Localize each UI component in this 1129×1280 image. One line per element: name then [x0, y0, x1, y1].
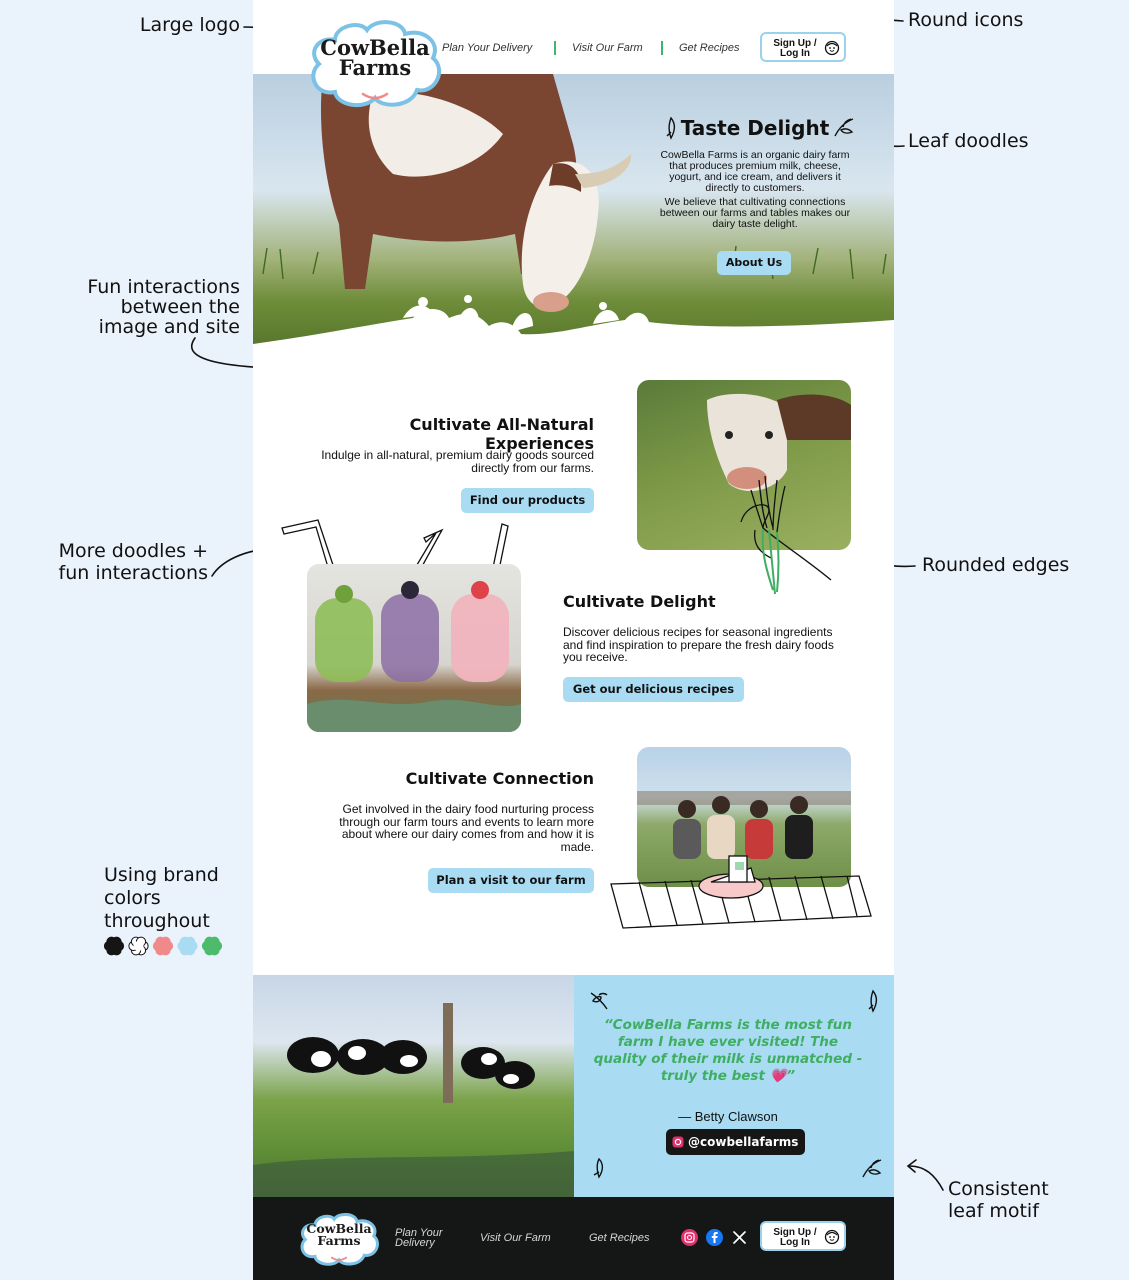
testimonial-author: — Betty Clawson — [678, 1109, 778, 1124]
section-text: Indulge in all-natural, premium dairy goods sourced directly from our farms. — [321, 448, 594, 475]
footer-link-plan-delivery[interactable]: Plan Your Delivery — [395, 1227, 443, 1249]
plan-visit-button[interactable]: Plan a visit to our farm — [428, 868, 594, 893]
annotation-rounded-edges: Rounded edges — [922, 554, 1070, 576]
x-icon[interactable] — [732, 1230, 747, 1245]
hand-with-grass-doodle — [733, 472, 853, 597]
brand-color-swatch — [202, 937, 221, 955]
face-icon — [824, 40, 840, 56]
website-mockup — [253, 0, 894, 1280]
annotation-round-icons: Round icons — [908, 9, 1024, 31]
footer-signup-login-button[interactable] — [760, 1221, 846, 1251]
annotation-consistent-leaf: Consistent leaf motif — [948, 1178, 1049, 1222]
section-text: Discover delicious recipes for seasonal ingredients and find inspiration to prepare the fresh dairy foods you receive. — [563, 625, 834, 664]
signup-label: Sign Up / Log In — [773, 38, 817, 59]
parfait-photo — [307, 564, 521, 732]
instagram-icon — [672, 1136, 684, 1148]
nav-link-plan-delivery[interactable]: Plan Your Delivery — [442, 42, 533, 54]
picnic-table-doodle — [609, 848, 874, 938]
instagram-handle: @cowbellafarms — [688, 1135, 799, 1149]
annotation-more-doodles: More doodles + fun interactions — [58, 540, 208, 584]
footer-link-get-recipes[interactable]: Get Recipes — [589, 1232, 650, 1244]
footer-logo-wordmark: CowBella Farms — [306, 1221, 372, 1248]
leaf-icon — [865, 989, 881, 1013]
section-text: Get involved in the dairy food nurturing process through our farm tours and events to learn more about where our dairy comes from and how it is made. — [339, 802, 594, 854]
section-title: Cultivate Connection — [405, 769, 594, 788]
signup-label: Sign Up / Log In — [773, 1227, 817, 1248]
nav-link-visit-farm[interactable]: Visit Our Farm — [572, 42, 643, 54]
annotation-leaf-doodles: Leaf doodles — [908, 130, 1029, 152]
brand-color-swatch — [178, 937, 197, 955]
logo-wordmark: CowBella Farms — [320, 35, 430, 80]
annotation-large-logo: Large logo — [139, 14, 240, 36]
instagram-handle-button[interactable] — [666, 1129, 805, 1155]
arrow-leaf-motif — [909, 1166, 943, 1190]
brand-color-swatch — [153, 937, 172, 955]
section-title: Cultivate All-Natural Experiences — [409, 415, 594, 453]
leaf-icon — [589, 991, 611, 1011]
nav-separator — [554, 41, 556, 55]
testimonial-band — [253, 975, 894, 1197]
nav-link-get-recipes[interactable]: Get Recipes — [679, 42, 740, 54]
annotation-brand-colors: Using brand colors throughout — [104, 864, 219, 932]
leaf-icon — [591, 1157, 607, 1179]
instagram-icon[interactable] — [681, 1229, 698, 1246]
brand-color-swatches — [103, 935, 228, 957]
footer-link-visit-farm[interactable]: Visit Our Farm — [480, 1232, 551, 1244]
about-us-button[interactable]: About Us — [717, 251, 791, 275]
annotation-fun-interactions: Fun interactions between the image and site — [87, 276, 240, 338]
footer — [253, 1197, 894, 1280]
leaf-icon — [833, 116, 855, 138]
hero-paragraph: CowBella Farms is an organic dairy farm that produces premium milk, cheese, yogurt, and ice cream, and delivers it directly to customers. — [660, 149, 850, 194]
nav-separator — [661, 41, 663, 55]
testimonial-quote: “CowBella Farms is the most fun farm I have ever visited! The quality of their milk is unmatched - truly the best 💗” — [593, 1017, 863, 1084]
find-products-button[interactable]: Find our products — [461, 488, 594, 513]
footer-logo[interactable] — [297, 1211, 381, 1267]
get-recipes-button[interactable]: Get our delicious recipes — [563, 677, 744, 702]
brand-color-swatch — [129, 937, 148, 955]
leaf-icon — [861, 1157, 883, 1179]
section-title: Cultivate Delight — [563, 592, 716, 611]
facebook-icon[interactable] — [706, 1229, 723, 1246]
hero-title: Taste Delight — [680, 116, 830, 140]
cows-grazing-photo — [253, 975, 574, 1197]
signup-login-button[interactable] — [760, 32, 846, 62]
brand-color-swatch — [104, 937, 123, 955]
face-icon — [824, 1229, 840, 1245]
testimonial-panel — [574, 975, 894, 1197]
brand-logo[interactable] — [305, 18, 445, 118]
hero-paragraph: We believe that cultivating connections between our farms and tables makes our dairy taste delight. — [659, 196, 851, 230]
